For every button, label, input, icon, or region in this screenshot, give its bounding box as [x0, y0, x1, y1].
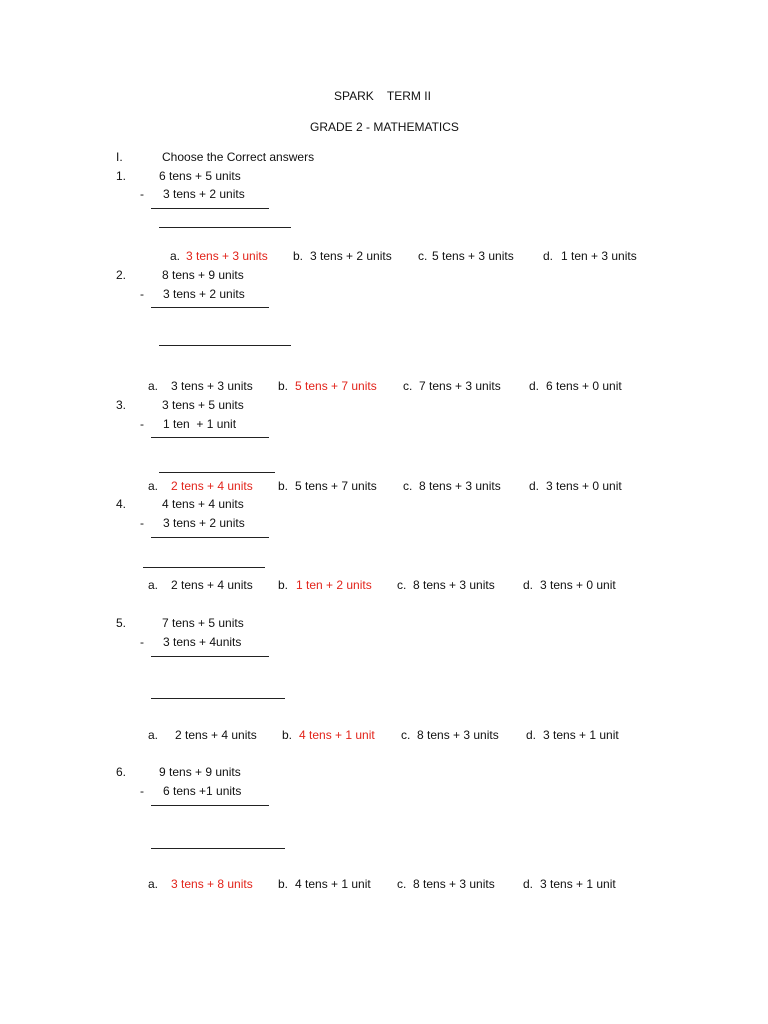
minus-sign: -: [140, 187, 144, 201]
option-c-label: c.: [403, 379, 413, 393]
option-a-label: a.: [148, 877, 159, 891]
option-d-label: d.: [526, 728, 537, 742]
option-c-text[interactable]: 8 tens + 3 units: [419, 479, 501, 493]
option-b-text[interactable]: 3 tens + 2 units: [310, 249, 392, 263]
minuend: 4 tens + 4 units: [162, 497, 244, 511]
option-a-label: a.: [148, 578, 159, 592]
subtrahend: 3 tens + 2 units: [163, 187, 245, 201]
answer-blank[interactable]: [159, 227, 291, 228]
option-a-label: a.: [148, 728, 159, 742]
option-d-label: d.: [529, 479, 540, 493]
option-d-text[interactable]: 3 tens + 0 unit: [540, 578, 616, 592]
option-b-text[interactable]: 4 tens + 1 unit: [295, 877, 371, 891]
option-b-text[interactable]: 1 ten + 2 units: [296, 578, 372, 592]
option-a-text[interactable]: 2 tens + 4 units: [171, 479, 253, 493]
option-c-text[interactable]: 8 tens + 3 units: [417, 728, 499, 742]
question-number: 3.: [116, 398, 127, 412]
subtrahend: 3 tens + 2 units: [163, 516, 245, 530]
minus-sign: -: [140, 516, 144, 530]
option-c-text[interactable]: 7 tens + 3 units: [419, 379, 501, 393]
header-subtitle: GRADE 2 - MATHEMATICS: [310, 120, 459, 134]
question-number: 1.: [116, 169, 127, 183]
question-number: 5.: [116, 616, 127, 630]
minuend: 8 tens + 9 units: [162, 268, 244, 282]
option-d-label: d.: [529, 379, 540, 393]
minus-sign: -: [140, 635, 144, 649]
option-b-label: b.: [282, 728, 293, 742]
option-c-label: c.: [418, 249, 428, 263]
option-b-label: b.: [278, 877, 289, 891]
underline-rule: [151, 208, 269, 209]
underline-rule: [151, 307, 269, 308]
option-c-label: c.: [397, 877, 407, 891]
option-a-text[interactable]: 3 tens + 3 units: [186, 249, 268, 263]
option-b-label: b.: [278, 479, 289, 493]
option-b-label: b.: [293, 249, 304, 263]
option-d-text[interactable]: 6 tens + 0 unit: [546, 379, 622, 393]
option-b-text[interactable]: 5 tens + 7 units: [295, 479, 377, 493]
question-number: 4.: [116, 497, 127, 511]
option-d-label: d.: [543, 249, 554, 263]
minuend: 9 tens + 9 units: [159, 765, 241, 779]
minus-sign: -: [140, 784, 144, 798]
option-c-text[interactable]: 8 tens + 3 units: [413, 877, 495, 891]
answer-blank[interactable]: [151, 698, 285, 699]
option-a-text[interactable]: 3 tens + 3 units: [171, 379, 253, 393]
minus-sign: -: [140, 287, 144, 301]
option-c-label: c.: [403, 479, 413, 493]
option-d-label: d.: [523, 877, 534, 891]
question-number: 2.: [116, 268, 127, 282]
answer-blank[interactable]: [151, 848, 285, 849]
answer-blank[interactable]: [143, 567, 265, 568]
option-a-text[interactable]: 2 tens + 4 units: [175, 728, 257, 742]
question-number: 6.: [116, 765, 127, 779]
option-d-text[interactable]: 3 tens + 1 unit: [540, 877, 616, 891]
underline-rule: [151, 805, 269, 806]
minuend: 6 tens + 5 units: [159, 169, 241, 183]
option-d-text[interactable]: 1 ten + 3 units: [561, 249, 637, 263]
option-a-label: a.: [148, 479, 159, 493]
minuend: 3 tens + 5 units: [162, 398, 244, 412]
option-a-label: a.: [148, 379, 159, 393]
option-c-label: c.: [397, 578, 407, 592]
header-title: SPARK TERM II: [334, 89, 431, 103]
subtrahend: 1 ten + 1 unit: [163, 417, 237, 431]
option-c-text[interactable]: 5 tens + 3 units: [432, 249, 514, 263]
option-d-text[interactable]: 3 tens + 0 unit: [546, 479, 622, 493]
option-b-text[interactable]: 5 tens + 7 units: [295, 379, 377, 393]
option-d-text[interactable]: 3 tens + 1 unit: [543, 728, 619, 742]
underline-rule: [151, 437, 269, 438]
option-c-text[interactable]: 8 tens + 3 units: [413, 578, 495, 592]
underline-rule: [151, 537, 269, 538]
section-instruction: Choose the Correct answers: [162, 150, 315, 164]
section-numeral: I.: [116, 150, 123, 164]
minuend: 7 tens + 5 units: [162, 616, 244, 630]
option-c-label: c.: [401, 728, 411, 742]
subtrahend: 3 tens + 2 units: [163, 287, 245, 301]
option-d-label: d.: [523, 578, 534, 592]
subtrahend: 3 tens + 4units: [163, 635, 242, 649]
subtrahend: 6 tens +1 units: [163, 784, 242, 798]
answer-blank[interactable]: [159, 472, 275, 473]
option-a-text[interactable]: 2 tens + 4 units: [171, 578, 253, 592]
option-a-label: a.: [170, 249, 181, 263]
option-b-label: b.: [278, 578, 289, 592]
option-b-label: b.: [278, 379, 289, 393]
minus-sign: -: [140, 417, 144, 431]
underline-rule: [151, 656, 269, 657]
option-b-text[interactable]: 4 tens + 1 unit: [299, 728, 375, 742]
option-a-text[interactable]: 3 tens + 8 units: [171, 877, 253, 891]
answer-blank[interactable]: [159, 345, 291, 346]
